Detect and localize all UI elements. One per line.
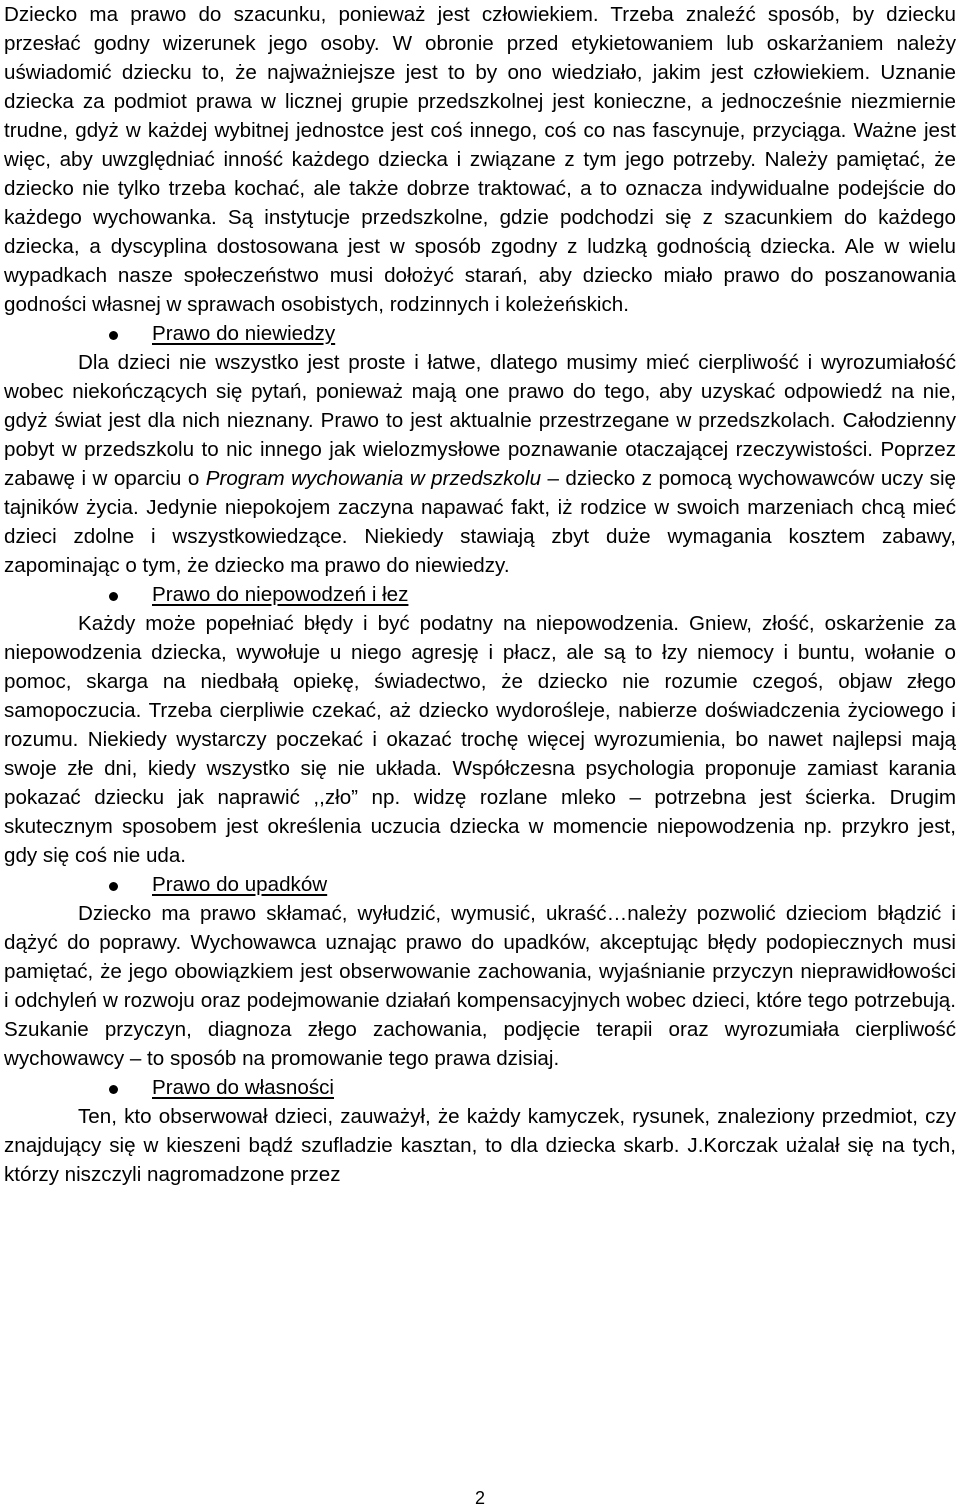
bullet-icon: [109, 331, 118, 340]
section-body-niewiedzy: [4, 348, 956, 580]
section-heading-upadkow: [4, 870, 956, 899]
section-heading-niepowodzen: [4, 580, 956, 609]
bullet-icon: [109, 882, 118, 891]
heading-text: Prawo do własności: [152, 1076, 334, 1099]
intro-paragraph: Dziecko ma prawo do szacunku, ponieważ jest człowiekiem. Trzeba znaleźć sposób, by dziecku przesłać godny wizerunek jego osoby. W obronie przed etykietowaniem lub oskarżaniem należy uświadomić dziecku to, że najważniejsze jest to by ono wiedziało, jakim jest człowiekiem. Uznanie dziecka za podmiot prawa w licznej grupie przedszkolnej jest konieczne, a jednocześnie niezmiernie trudne, gdyż w każdej wybitnej jednostce jest coś innego, coś co nas fascynuje, przyciąga. Ważne jest więc, aby uwzględniać inność każdego dziecka i związane z tym jego potrzeby. Należy pamiętać, że dziecko nie tylko trzeba kochać, ale także dobrze traktować, a to oznacza indywidualne podejście do każdego wychowanka. Są instytucje przedszkolne, gdzie podchodzi się z szacunkiem do każdego dziecka, a dyscyplina dostosowana jest w sposób zgodny z ludzką godnością dziecka. Ale w wielu wypadkach nasze społeczeństwo musi dołożyć starań, aby dziecko miało prawo do poszanowania godności własnej w sprawach osobistych, rodzinnych i koleżeńskich.: [4, 3, 956, 316]
bullet-icon: [109, 592, 118, 601]
body-text: Dla dzieci nie wszystko jest proste i łatwe, dlatego musimy mieć cierpliwość i wyrozumiałość wobec niekończących się pytań, ponieważ mają one prawo do tego, aby uzyskać odpowiedź na nie, gdyż świat jest dla nich nieznany. Prawo to jest aktualnie przestrzegane w przedszkolach. Całodzienny pobyt w przedszkolu to nic innego jak wielozmysłowe poznawanie otaczającej rzeczywistości. Poprzez zabawę i w oparciu o: [4, 351, 956, 490]
section-body-upadkow: Dziecko ma prawo skłamać, wyłudzić, wymusić, ukraść…należy pozwolić dzieciom błądzić i dążyć do poprawy. Wychowawca uznając prawo do upadków, akceptując błędy podopiecznych musi pamiętać, że jego obowiązkiem jest obserwowanie zachowania, wyjaśnianie przyczyn nieprawidłowości i odchyleń w rozwoju oraz podejmowanie działań kompensacyjnych wobec dzieci, które tego potrzebują. Szukanie przyczyn, diagnoza złego zachowania, podjęcie terapii oraz wyrozumiała cierpliwość wychowawcy – to sposób na promowanie tego prawa dzisiaj.: [4, 902, 956, 1070]
body-text: – dziecko z pomocą wychowawców uczy się tajników życia. Jedynie niepokojem zaczyna napawać fakt, iż rodzice w swoich marzeniach chcą mieć dzieci zdolne i wszystkowiedzące. Niekiedy stawiają zbyt duże wymagania kosztem zabawy, zapominając o tym, że dziecko ma prawo do niewiedzy.: [4, 467, 956, 577]
page-number: 2: [474, 1488, 485, 1508]
bullet-icon: [109, 1085, 118, 1094]
section-heading-wlasnosci: [4, 1073, 956, 1102]
heading-text: Prawo do niewiedzy: [152, 322, 336, 345]
heading-text: Prawo do upadków: [152, 873, 328, 896]
document-page: [4, 0, 956, 1189]
section-body-niepowodzen: Każdy może popełniać błędy i być podatny na niepowodzenia. Gniew, złość, oskarżenie za niepowodzenia dziecka, wywołuje u niego agresję i płacz, ale są to łzy niemocy i buntu, wołanie o pomoc, skarga na niedbałą opiekę, świadectwo, że dziecko nie rozumie czegoś, objaw złego samopoczucia. Trzeba cierpliwie czekać, aż dziecko wydorośleje, nabierze doświadczenia życiowego i rozumu. Niekiedy wystarczy poczekać i okazać trochę więcej wyrozumienia, bo nawet najlepsi mają swoje złe dni, kiedy wszystko się nie układa. Współczesna psychologia proponuje zamiast karania pokazać dziecku jak naprawić ,,zło” np. widzę rozlane mleko – potrzebna jest ścierka. Drugim skutecznym sposobem jest określenia uczucia dziecka w momencie niepowodzenia np. przykro jest, gdy się coś nie uda.: [4, 612, 956, 867]
section-body-wlasnosci: Ten, kto obserwował dzieci, zauważył, że każdy kamyczek, rysunek, znaleziony przedmiot, czy znajdujący się w kieszeni bądź szufladzie kasztan, to dla dziecka skarb. J.Korczak użalał się na tych, którzy niszczyli nagromadzone przez: [4, 1105, 956, 1186]
heading-text: Prawo do niepowodzeń i łez: [152, 583, 409, 606]
program-title: Program wychowania w przedszkolu: [205, 467, 542, 490]
section-heading-niewiedzy: [4, 319, 956, 348]
